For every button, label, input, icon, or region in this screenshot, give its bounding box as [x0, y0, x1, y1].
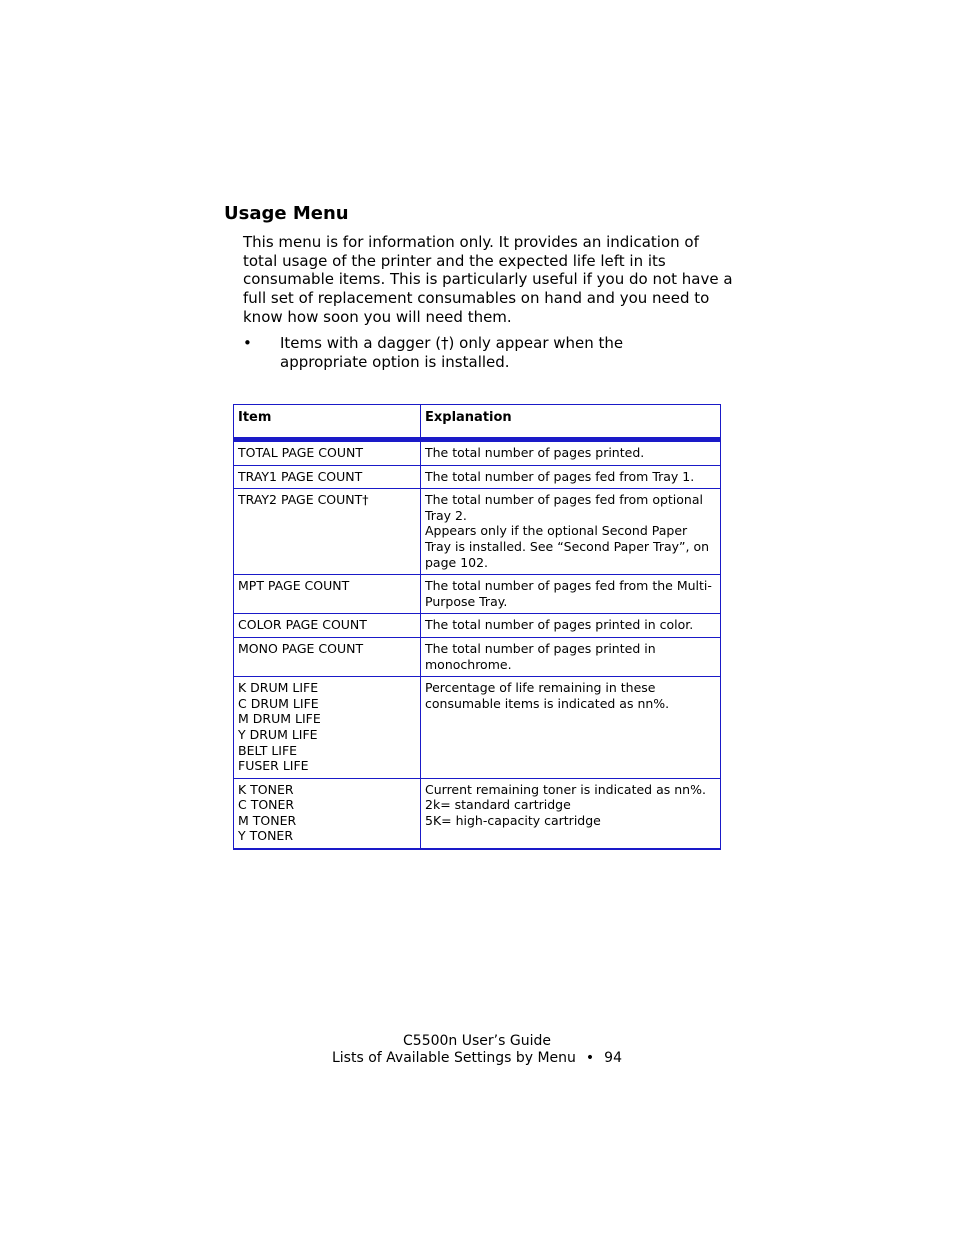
explanation-text: The total number of pages printed in color. — [425, 617, 694, 633]
table-row — [234, 575, 721, 614]
item-cell — [234, 489, 421, 575]
item-cell — [234, 575, 421, 614]
item-cell — [234, 614, 421, 638]
note-text: Items with a dagger (†) only appear when the appropriate option is installed. — [280, 334, 624, 371]
item-label: MPT PAGE COUNT — [238, 578, 350, 594]
item-label: K DRUM LIFE — [238, 680, 319, 696]
explanation-cell — [421, 440, 721, 466]
table-row — [234, 677, 721, 779]
item-label: Y TONER — [238, 828, 294, 844]
item-cell — [234, 778, 421, 849]
explanation-cell — [421, 637, 721, 676]
header-item: Item — [234, 405, 421, 440]
item-cell — [234, 637, 421, 676]
item-label: MONO PAGE COUNT — [238, 640, 364, 656]
explanation-cell — [421, 465, 721, 489]
bullet-icon: • — [243, 334, 252, 352]
explanation-text: Percentage of life remaining in these consumable items is indicated as nn%. — [425, 680, 670, 711]
item-cell — [234, 465, 421, 489]
page-number: 94 — [604, 1050, 622, 1066]
header-explanation: Explanation — [421, 405, 721, 440]
footer-chapter-line — [0, 1050, 954, 1067]
item-label: TRAY1 PAGE COUNT — [238, 468, 363, 484]
explanation-text: The total number of pages fed from Tray 1. — [425, 468, 695, 484]
intro-paragraph: This menu is for information only. It provides an indication of total usage of the printer and the expected life left in its consumable items. This is particularly useful if you do not have a full set of replacement consumables on hand and you need to know how soon you will need them. — [243, 233, 733, 326]
explanation-text: Appears only if the optional Second Paper Tray is installed. See “Second Paper Tray”, on page 102. — [425, 523, 710, 570]
explanation-text: 2k= standard cartridge — [425, 797, 571, 813]
explanation-cell — [421, 614, 721, 638]
page-title: Usage Menu — [224, 203, 349, 224]
explanation-text: 5K= high-capacity cartridge — [425, 812, 601, 828]
explanation-text: Current remaining toner is indicated as nn%. — [425, 781, 706, 797]
footer-guide-title: C5500n User’s Guide — [403, 1033, 551, 1049]
table-row — [234, 637, 721, 676]
explanation-text: The total number of pages fed from optional Tray 2. — [425, 492, 703, 523]
explanation-cell — [421, 575, 721, 614]
item-cell — [234, 677, 421, 779]
table-header-row — [234, 405, 721, 440]
explanation-text: The total number of pages printed in monochrome. — [425, 640, 656, 672]
table-row — [234, 440, 721, 466]
explanation-text: The total number of pages fed from the Multi-Purpose Tray. — [425, 578, 712, 609]
explanation-cell — [421, 778, 721, 849]
table-row — [234, 614, 721, 638]
item-label: K TONER — [238, 781, 294, 797]
table-row — [234, 465, 721, 489]
item-label: BELT LIFE — [238, 742, 298, 758]
item-label: FUSER LIFE — [238, 758, 309, 774]
table-row — [234, 489, 721, 575]
item-label: TRAY2 PAGE COUNT† — [238, 492, 369, 508]
usage-table — [233, 404, 721, 850]
item-label: COLOR PAGE COUNT — [238, 617, 367, 633]
explanation-cell — [421, 489, 721, 575]
footer-chapter: Lists of Available Settings by Menu — [331, 1050, 576, 1066]
explanation-text: The total number of pages printed. — [425, 445, 645, 460]
item-cell — [234, 440, 421, 466]
page-footer — [0, 1033, 954, 1067]
item-label: TOTAL PAGE COUNT — [238, 445, 363, 460]
item-label: C TONER — [238, 797, 295, 813]
table-row — [234, 778, 721, 849]
footer-separator: • — [585, 1050, 595, 1066]
explanation-cell — [421, 677, 721, 779]
item-label: M TONER — [238, 812, 297, 828]
item-label: M DRUM LIFE — [238, 711, 321, 727]
item-label: C DRUM LIFE — [238, 695, 319, 711]
item-label: Y DRUM LIFE — [238, 726, 318, 742]
